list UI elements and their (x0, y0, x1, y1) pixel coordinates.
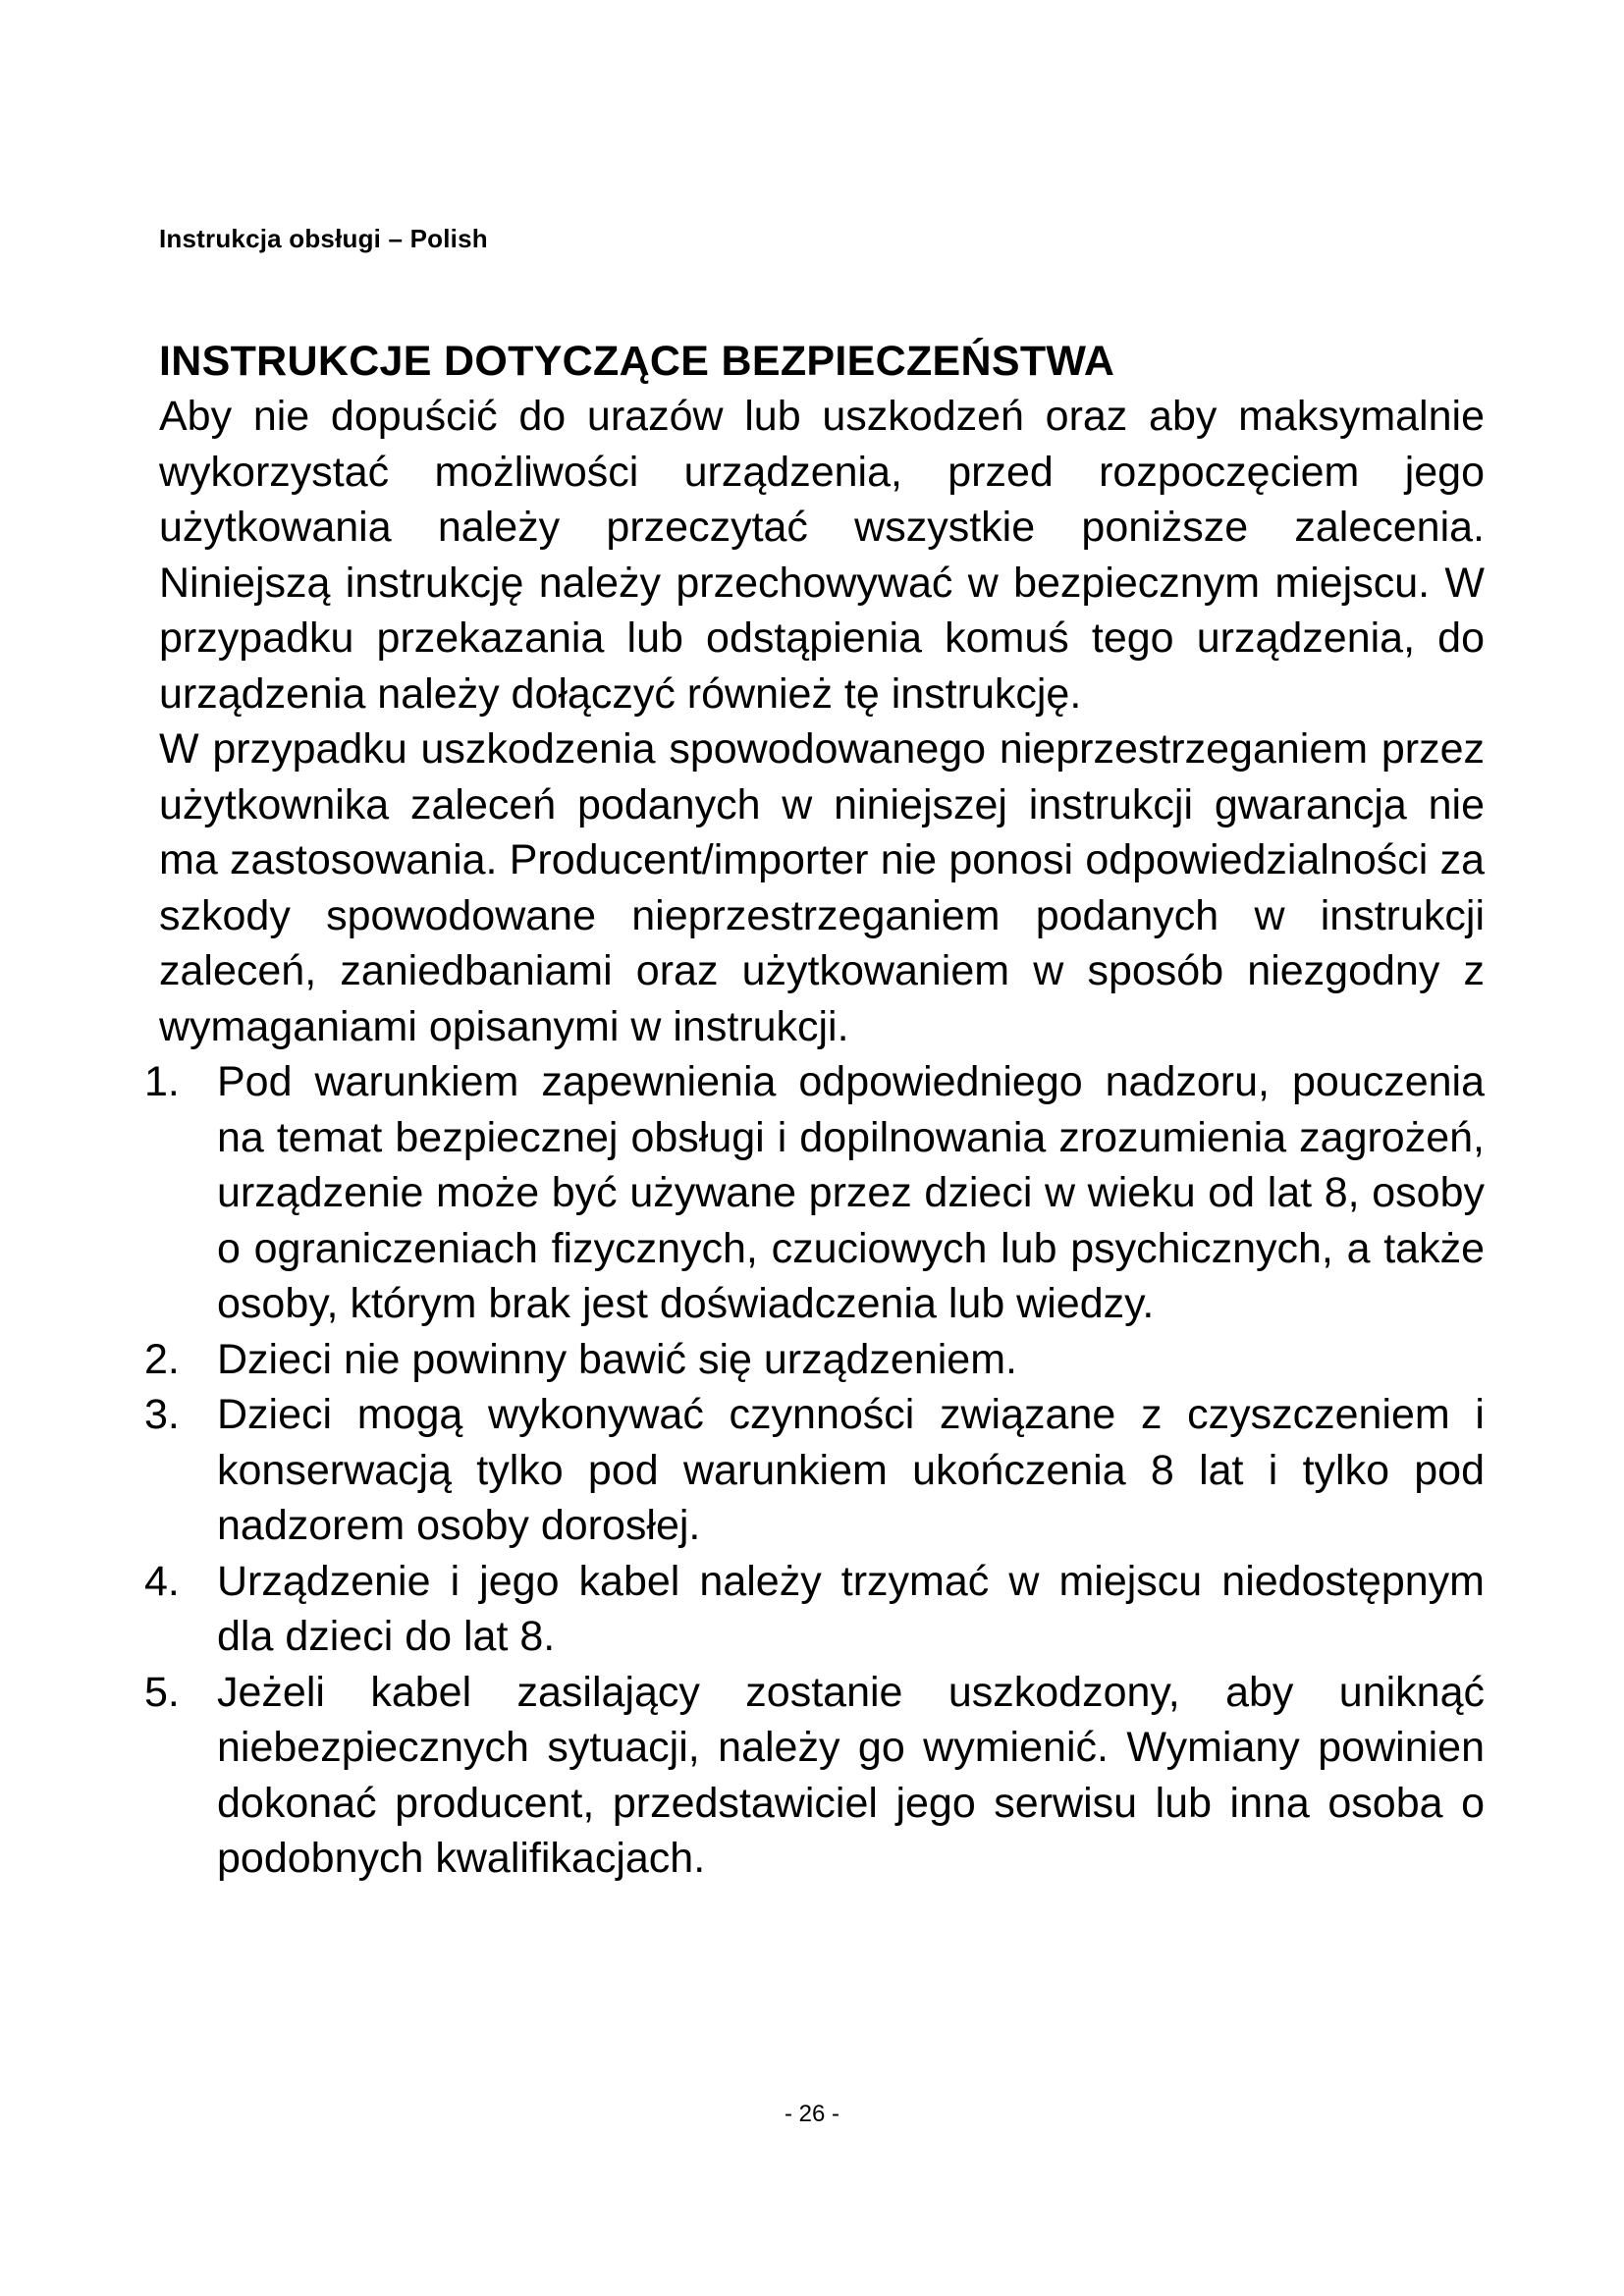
page-header: Instrukcja obsługi – Polish (159, 224, 488, 253)
list-item-text: Dzieci mogą wykonywać czynności związane z czyszczeniem i konserwacją tylko pod warunkiem ukończenia 8 lat i tylko pod nadzorem osoby dorosłej. (217, 1391, 1485, 1549)
list-item-number: 1. (144, 1058, 180, 1105)
list-item-number: 2. (144, 1335, 180, 1383)
list-item-text: Pod warunkiem zapewnienia odpowiedniego nadzoru, pouczenia na temat bezpiecznej obsługi i dopilnowania zrozumienia zagrożeń, urządzenie może być używane przez dzieci w wieku od lat 8, osoby o ograniczeniach fizycznych, czuciowych lub psychicznych, a także osoby, którym brak jest doświadczenia lub wiedzy. (217, 1058, 1485, 1327)
warranty-paragraph: W przypadku uszkodzenia spowodowanego nieprzestrzeganiem przez użytkownika zaleceń podanych w niniejszej instrukcji gwarancja nie ma zastosowania. Producent/importer nie ponosi odpowiedzialności za szkody spowodowane nieprzestrzeganiem podanych w instrukcji zaleceń, zaniedbaniami oraz użytkowaniem w sposób niezgodny z wymaganiami opisanymi w instrukcji. (159, 725, 1485, 1050)
section-title: INSTRUKCJE DOTYCZĄCE BEZPIECZEŃSTWA (159, 338, 1115, 385)
list-item-text: Urządzenie i jego kabel należy trzymać w miejscu niedostępnym dla dzieci do lat 8. (217, 1557, 1485, 1660)
list-item (144, 1332, 1485, 1388)
safety-list (144, 1054, 1485, 1887)
list-item (144, 1387, 1485, 1554)
page-number: - 26 - (784, 2101, 839, 2127)
list-item (144, 1554, 1485, 1665)
list-item-text: Jeżeli kabel zasilający zostanie uszkodzony, aby uniknąć niebezpiecznych sytuacji, należy go wymienić. Wymiany powinien dokonać producent, przedstawiciel jego serwisu lub inna osoba o podobnych kwalifikacjach. (217, 1668, 1485, 1882)
list-item-number: 5. (144, 1668, 180, 1716)
list-item-text: Dzieci nie powinny bawić się urządzeniem. (217, 1335, 1017, 1383)
list-item-number: 3. (144, 1391, 180, 1438)
list-item-number: 4. (144, 1557, 180, 1605)
document-body (144, 334, 1485, 1887)
list-item (144, 1054, 1485, 1332)
intro-paragraph: Aby nie dopuścić do urazów lub uszkodzeń oraz aby maksymalnie wykorzystać możliwości urządzenia, przed rozpoczęciem jego użytkowania należy przeczytać wszystkie poniższe zalecenia. Niniejszą instrukcję należy przechowywać w bezpiecznym miejscu. W przypadku przekazania lub odstąpienia komuś tego urządzenia, do urządzenia należy dołączyć również tę instrukcję. (159, 393, 1485, 718)
list-item (144, 1665, 1485, 1887)
